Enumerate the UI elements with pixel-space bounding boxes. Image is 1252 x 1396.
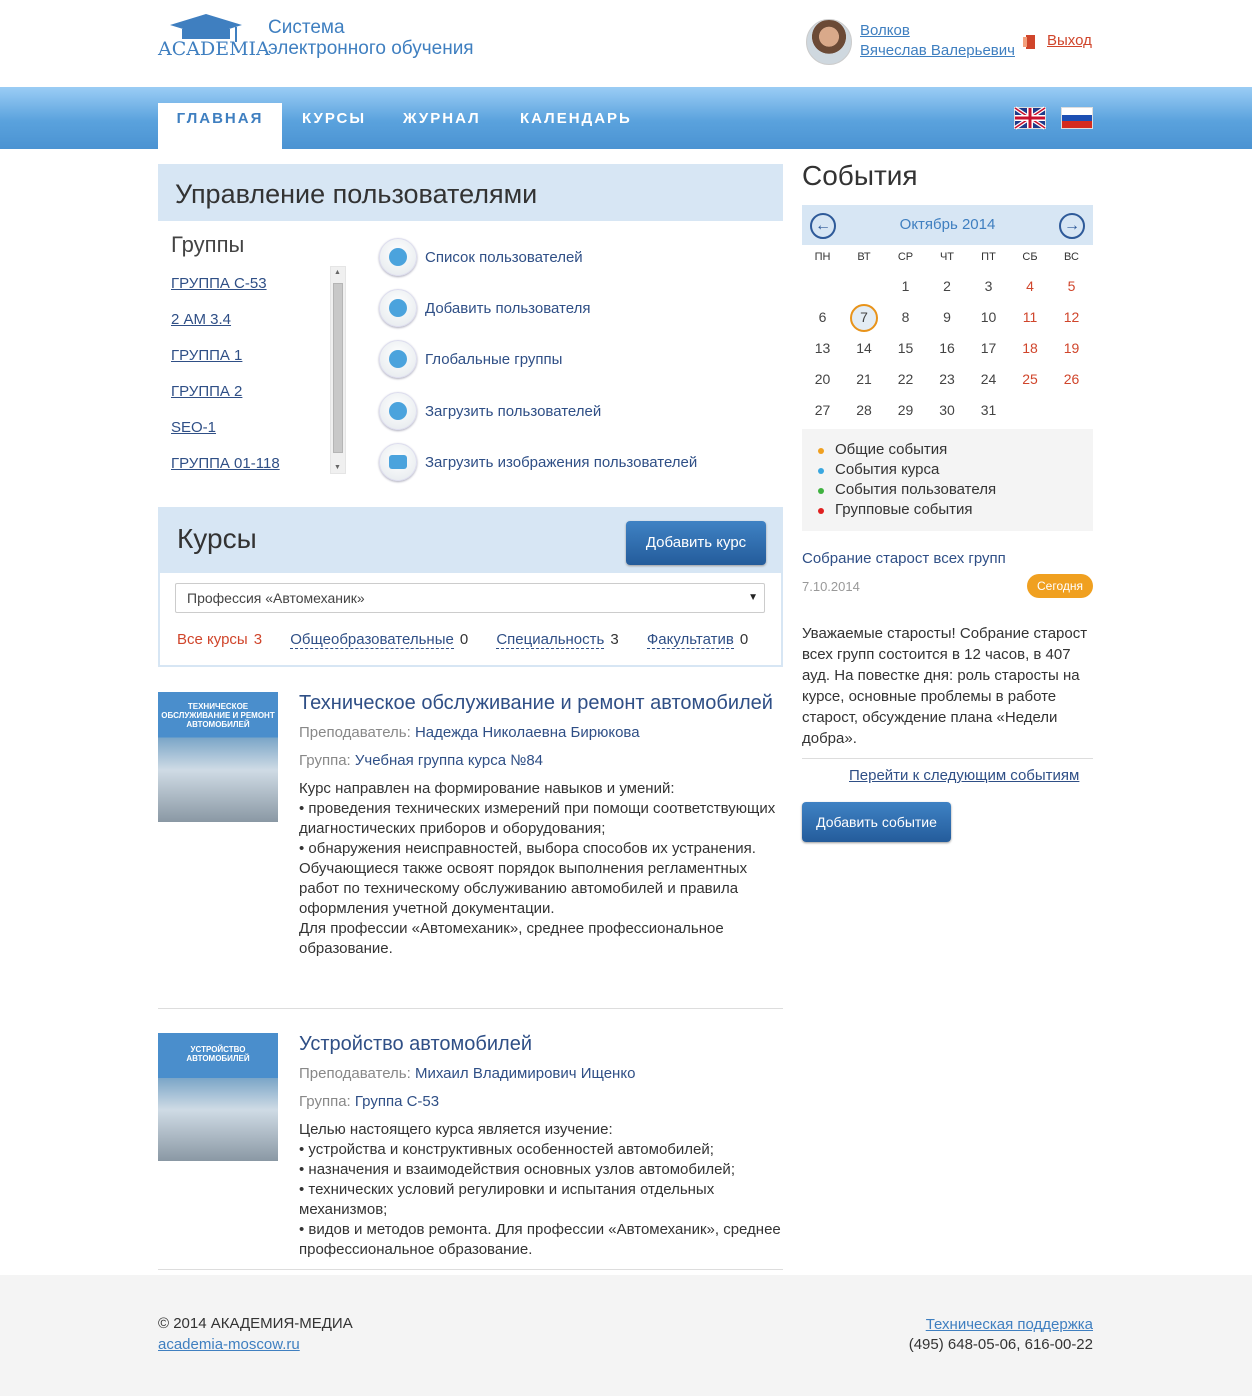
filter-specialty[interactable] — [496, 631, 630, 648]
header — [0, 0, 1252, 87]
course-description — [299, 1120, 789, 1260]
group-icon — [379, 340, 417, 378]
calendar-day[interactable]: 5 — [1067, 278, 1076, 294]
legend-item — [818, 481, 1093, 501]
filter-count: 0 — [459, 631, 469, 648]
svg-text:ACADEMIA: ACADEMIA — [158, 38, 270, 60]
action-label: Добавить пользователя — [425, 299, 591, 317]
teacher-name: Надежда Николаевна Бирюкова — [414, 724, 640, 741]
scroll-down-icon[interactable]: ▼ — [334, 464, 341, 471]
weekday-label: СБ — [1022, 251, 1038, 263]
action-label: Загрузить пользователей — [425, 402, 602, 420]
weekday-label: СР — [897, 251, 914, 263]
event-date: 7.10.2014 — [802, 579, 860, 594]
calendar-day[interactable]: 9 — [943, 309, 951, 325]
calendar-day[interactable]: 18 — [1022, 340, 1038, 356]
course-group — [299, 1093, 439, 1110]
teacher-label: Преподаватель: — [299, 724, 411, 741]
calendar-day[interactable]: 23 — [939, 371, 955, 387]
next-events-link[interactable]: Перейти к следующим событиям — [849, 767, 1080, 784]
group-link[interactable]: ГРУППА 2 — [171, 383, 243, 400]
description-line: Для профессии «Автомеханик», среднее профессиональное образование. — [299, 920, 724, 957]
group-name: Учебная группа курса №84 — [354, 752, 544, 769]
calendar-day[interactable]: 22 — [897, 371, 914, 387]
calendar-day[interactable]: 26 — [1063, 371, 1080, 387]
legend-dot-icon — [818, 448, 824, 454]
course-cover-text: УСТРОЙСТВО АВТОМОБИЛЕЙ — [186, 1045, 250, 1063]
chevron-down-icon: ▼ — [748, 592, 758, 603]
user-first-names-link[interactable]: Вячеслав Валерьевич — [860, 42, 1015, 59]
course-teacher — [299, 1065, 635, 1082]
legend-label: Групповые события — [835, 501, 973, 518]
divider — [158, 1008, 783, 1009]
calendar-day[interactable]: 2 — [943, 278, 951, 294]
course-title-link[interactable]: Устройство автомобилей — [299, 1033, 533, 1055]
legend-label: События пользователя — [835, 481, 997, 498]
system-title-line2: электронного обучения — [268, 38, 474, 59]
course-cover-text: ТЕХНИЧЕСКОЕ ОБСЛУЖИВАНИЕ И РЕМОНТ АВТОМОБИЛЕЙ — [161, 702, 275, 729]
user-add-icon — [379, 289, 417, 327]
ru-flag-icon[interactable] — [1061, 107, 1093, 129]
description-line: • технических условий регулировки и испытания отдельных механизмов; — [299, 1181, 715, 1218]
tab-home[interactable]: ГЛАВНАЯ — [158, 103, 282, 149]
calendar-day[interactable]: 16 — [939, 340, 955, 356]
legend-item — [818, 461, 1093, 481]
filter-elective[interactable] — [647, 631, 760, 648]
course-teacher — [299, 724, 640, 741]
calendar-day[interactable]: 20 — [814, 371, 831, 387]
groups-scrollbar[interactable] — [330, 266, 346, 474]
group-link[interactable]: ГРУППА С-53 — [171, 275, 267, 292]
description-line: • назначения и взаимодействия основных узлов автомобилей; — [299, 1161, 735, 1178]
event-text: Уважаемые старосты! Собрание старост всех групп состоится в 12 часов, в 407 ауд. На повестке дня: роль старосты на курсе, основные проблемы в работе старост, обсуждение плана «Недели добра». — [802, 625, 1088, 747]
academia-logo[interactable] — [158, 12, 270, 60]
group-label: Группа: — [299, 752, 351, 769]
site-link[interactable]: academia-moscow.ru — [158, 1336, 300, 1353]
courses-panel — [158, 507, 783, 667]
support-link[interactable]: Техническая поддержка — [925, 1316, 1093, 1333]
camera-icon — [379, 443, 417, 481]
profession-select[interactable] — [175, 583, 765, 613]
user-upload-icon — [379, 392, 417, 430]
system-title — [268, 17, 474, 59]
teacher-label: Преподаватель: — [299, 1065, 411, 1082]
group-link[interactable]: ГРУППА 01-118 — [171, 455, 280, 472]
calendar-day[interactable]: 1 — [901, 278, 910, 294]
user-name[interactable] — [860, 21, 1015, 61]
calendar-day[interactable]: 13 — [814, 340, 831, 356]
course-cover-image[interactable] — [158, 692, 278, 822]
events-title: События — [802, 160, 918, 191]
filter-label[interactable]: Специальность — [496, 631, 605, 648]
groups-title: Группы — [171, 232, 245, 257]
filter-label[interactable]: Общеобразовательные — [290, 631, 454, 648]
user-icon — [379, 238, 417, 276]
description-line: Целью настоящего курса является изучение: — [299, 1121, 613, 1138]
calendar-day[interactable]: 25 — [1022, 371, 1038, 387]
group-label: Группа: — [299, 1093, 351, 1110]
calendar-header — [802, 205, 1093, 245]
description-line: Обучающиеся также освоят порядок выполнения регламентных работ по техническому обслуживанию автомобилей и правила оформления учетной документации. — [299, 860, 748, 917]
description-line: • устройства и конструктивных особенностей автомобилей; — [299, 1141, 714, 1158]
calendar-day[interactable]: 6 — [818, 309, 827, 325]
description-line: • обнаружения неисправностей, выбора способов их устранения. — [299, 840, 756, 857]
weekday-label: ВТ — [857, 251, 871, 263]
action-upload-images[interactable] — [379, 442, 697, 482]
system-title-line1: Система — [268, 17, 345, 38]
course-description — [299, 779, 789, 959]
tab-calendar[interactable]: КАЛЕНДАРЬ — [520, 110, 632, 127]
calendar-day[interactable]: 7 — [860, 309, 868, 325]
weekday-label: ПН — [814, 251, 831, 263]
add-course-button[interactable]: Добавить курс — [626, 521, 766, 565]
today-badge: Сегодня — [1027, 574, 1093, 598]
calendar-day[interactable]: 8 — [901, 309, 910, 325]
group-link[interactable]: SEO-1 — [171, 419, 217, 436]
filter-label[interactable]: Факультатив — [646, 631, 734, 648]
course-card — [158, 1033, 783, 1263]
teacher-name: Михаил Владимирович Ищенко — [414, 1065, 636, 1082]
course-title-link[interactable]: Техническое обслуживание и ремонт автомобилей — [299, 692, 773, 714]
calendar-day[interactable]: 29 — [897, 402, 914, 418]
calendar-day[interactable]: 14 — [856, 340, 872, 356]
calendar-month: Октябрь 2014 — [899, 216, 996, 233]
filter-all[interactable] — [177, 631, 274, 648]
user-management-title: Управление пользователями — [158, 164, 783, 221]
filter-label[interactable]: Все курсы — [177, 631, 248, 648]
group-name: Группа С-53 — [354, 1093, 440, 1110]
calendar-day[interactable]: 15 — [897, 340, 914, 356]
calendar-day[interactable]: 11 — [1022, 309, 1038, 325]
arrow-right-icon[interactable]: → — [1059, 213, 1085, 239]
copyright: © 2014 АКАДЕМИЯ-МЕДИА — [158, 1315, 353, 1332]
calendar-day[interactable]: 31 — [980, 402, 997, 418]
calendar-day[interactable]: 28 — [856, 402, 872, 418]
group-link[interactable]: ГРУППА 1 — [171, 347, 243, 364]
calendar-day[interactable]: 4 — [1026, 278, 1034, 294]
weekday-label: ЧТ — [939, 251, 955, 263]
user-last-name-link[interactable]: Волков — [860, 22, 910, 39]
scroll-up-icon[interactable]: ▲ — [334, 269, 341, 276]
action-user-list[interactable] — [379, 237, 583, 277]
description-line: • проведения технических измерений при помощи соответствующих диагностических приборов и оборудования; — [299, 800, 776, 837]
course-card — [158, 692, 783, 992]
calendar-day[interactable]: 10 — [980, 309, 997, 325]
legend-dot-icon — [818, 508, 824, 514]
add-event-button[interactable]: Добавить событие — [802, 802, 951, 842]
profession-select-value: Профессия «Автомеханик» — [187, 590, 365, 606]
action-label: Глобальные группы — [425, 350, 563, 368]
legend-item — [818, 441, 1093, 461]
filter-count: 3 — [253, 631, 263, 648]
legend-label: События курса — [835, 461, 940, 478]
legend-label: Общие события — [835, 441, 948, 458]
legend-item — [818, 501, 1093, 521]
calendar-day[interactable]: 12 — [1063, 309, 1080, 325]
calendar-day[interactable]: 19 — [1063, 340, 1080, 356]
exit-door-icon[interactable] — [1023, 34, 1036, 50]
footer — [0, 1275, 1252, 1396]
weekday-label: ПТ — [981, 251, 996, 263]
weekday-label: ВС — [1064, 251, 1079, 263]
description-line: Курс направлен на формирование навыков и умений: — [299, 780, 675, 797]
calendar-day[interactable]: 3 — [984, 278, 993, 294]
filter-count: 3 — [610, 631, 619, 648]
group-list — [171, 270, 280, 486]
action-upload-users[interactable] — [379, 391, 601, 431]
courses-title: Курсы — [177, 523, 257, 554]
divider — [802, 758, 1093, 759]
action-global-groups[interactable] — [379, 339, 562, 379]
action-add-user[interactable] — [379, 288, 590, 328]
course-filters — [177, 631, 772, 648]
filter-count: 0 — [739, 631, 749, 648]
scroll-thumb[interactable] — [333, 283, 343, 453]
divider — [158, 1269, 783, 1270]
tab-journal[interactable]: ЖУРНАЛ — [403, 110, 481, 127]
courses-header — [160, 509, 781, 573]
en-flag-icon[interactable] — [1014, 107, 1046, 129]
calendar-day[interactable]: 17 — [980, 340, 997, 356]
event-title-link[interactable]: Собрание старост всех групп — [802, 550, 1006, 567]
phone-numbers: (495) 648-05-06, 616-00-22 — [908, 1336, 1093, 1353]
arrow-left-icon[interactable]: ← — [810, 213, 836, 239]
group-link[interactable]: 2 АМ 3.4 — [171, 311, 232, 328]
events-legend — [802, 429, 1093, 531]
description-line: • видов и методов ремонта. Для профессии «Автомеханик», среднее профессиональное образование. — [299, 1221, 781, 1258]
logout-link[interactable]: Выход — [1047, 32, 1092, 49]
tab-courses[interactable]: КУРСЫ — [302, 110, 367, 127]
calendar-day[interactable]: 21 — [856, 371, 872, 387]
action-label: Загрузить изображения пользователей — [425, 453, 698, 471]
calendar-day[interactable]: 27 — [814, 402, 831, 418]
filter-general[interactable] — [290, 631, 480, 648]
course-cover-image[interactable] — [158, 1033, 278, 1161]
legend-dot-icon — [818, 468, 824, 474]
calendar-day[interactable]: 30 — [939, 402, 955, 418]
calendar-day[interactable]: 24 — [980, 371, 997, 387]
legend-dot-icon — [818, 488, 824, 494]
action-label: Список пользователей — [425, 248, 583, 266]
course-group — [299, 752, 543, 769]
avatar[interactable] — [806, 19, 852, 65]
